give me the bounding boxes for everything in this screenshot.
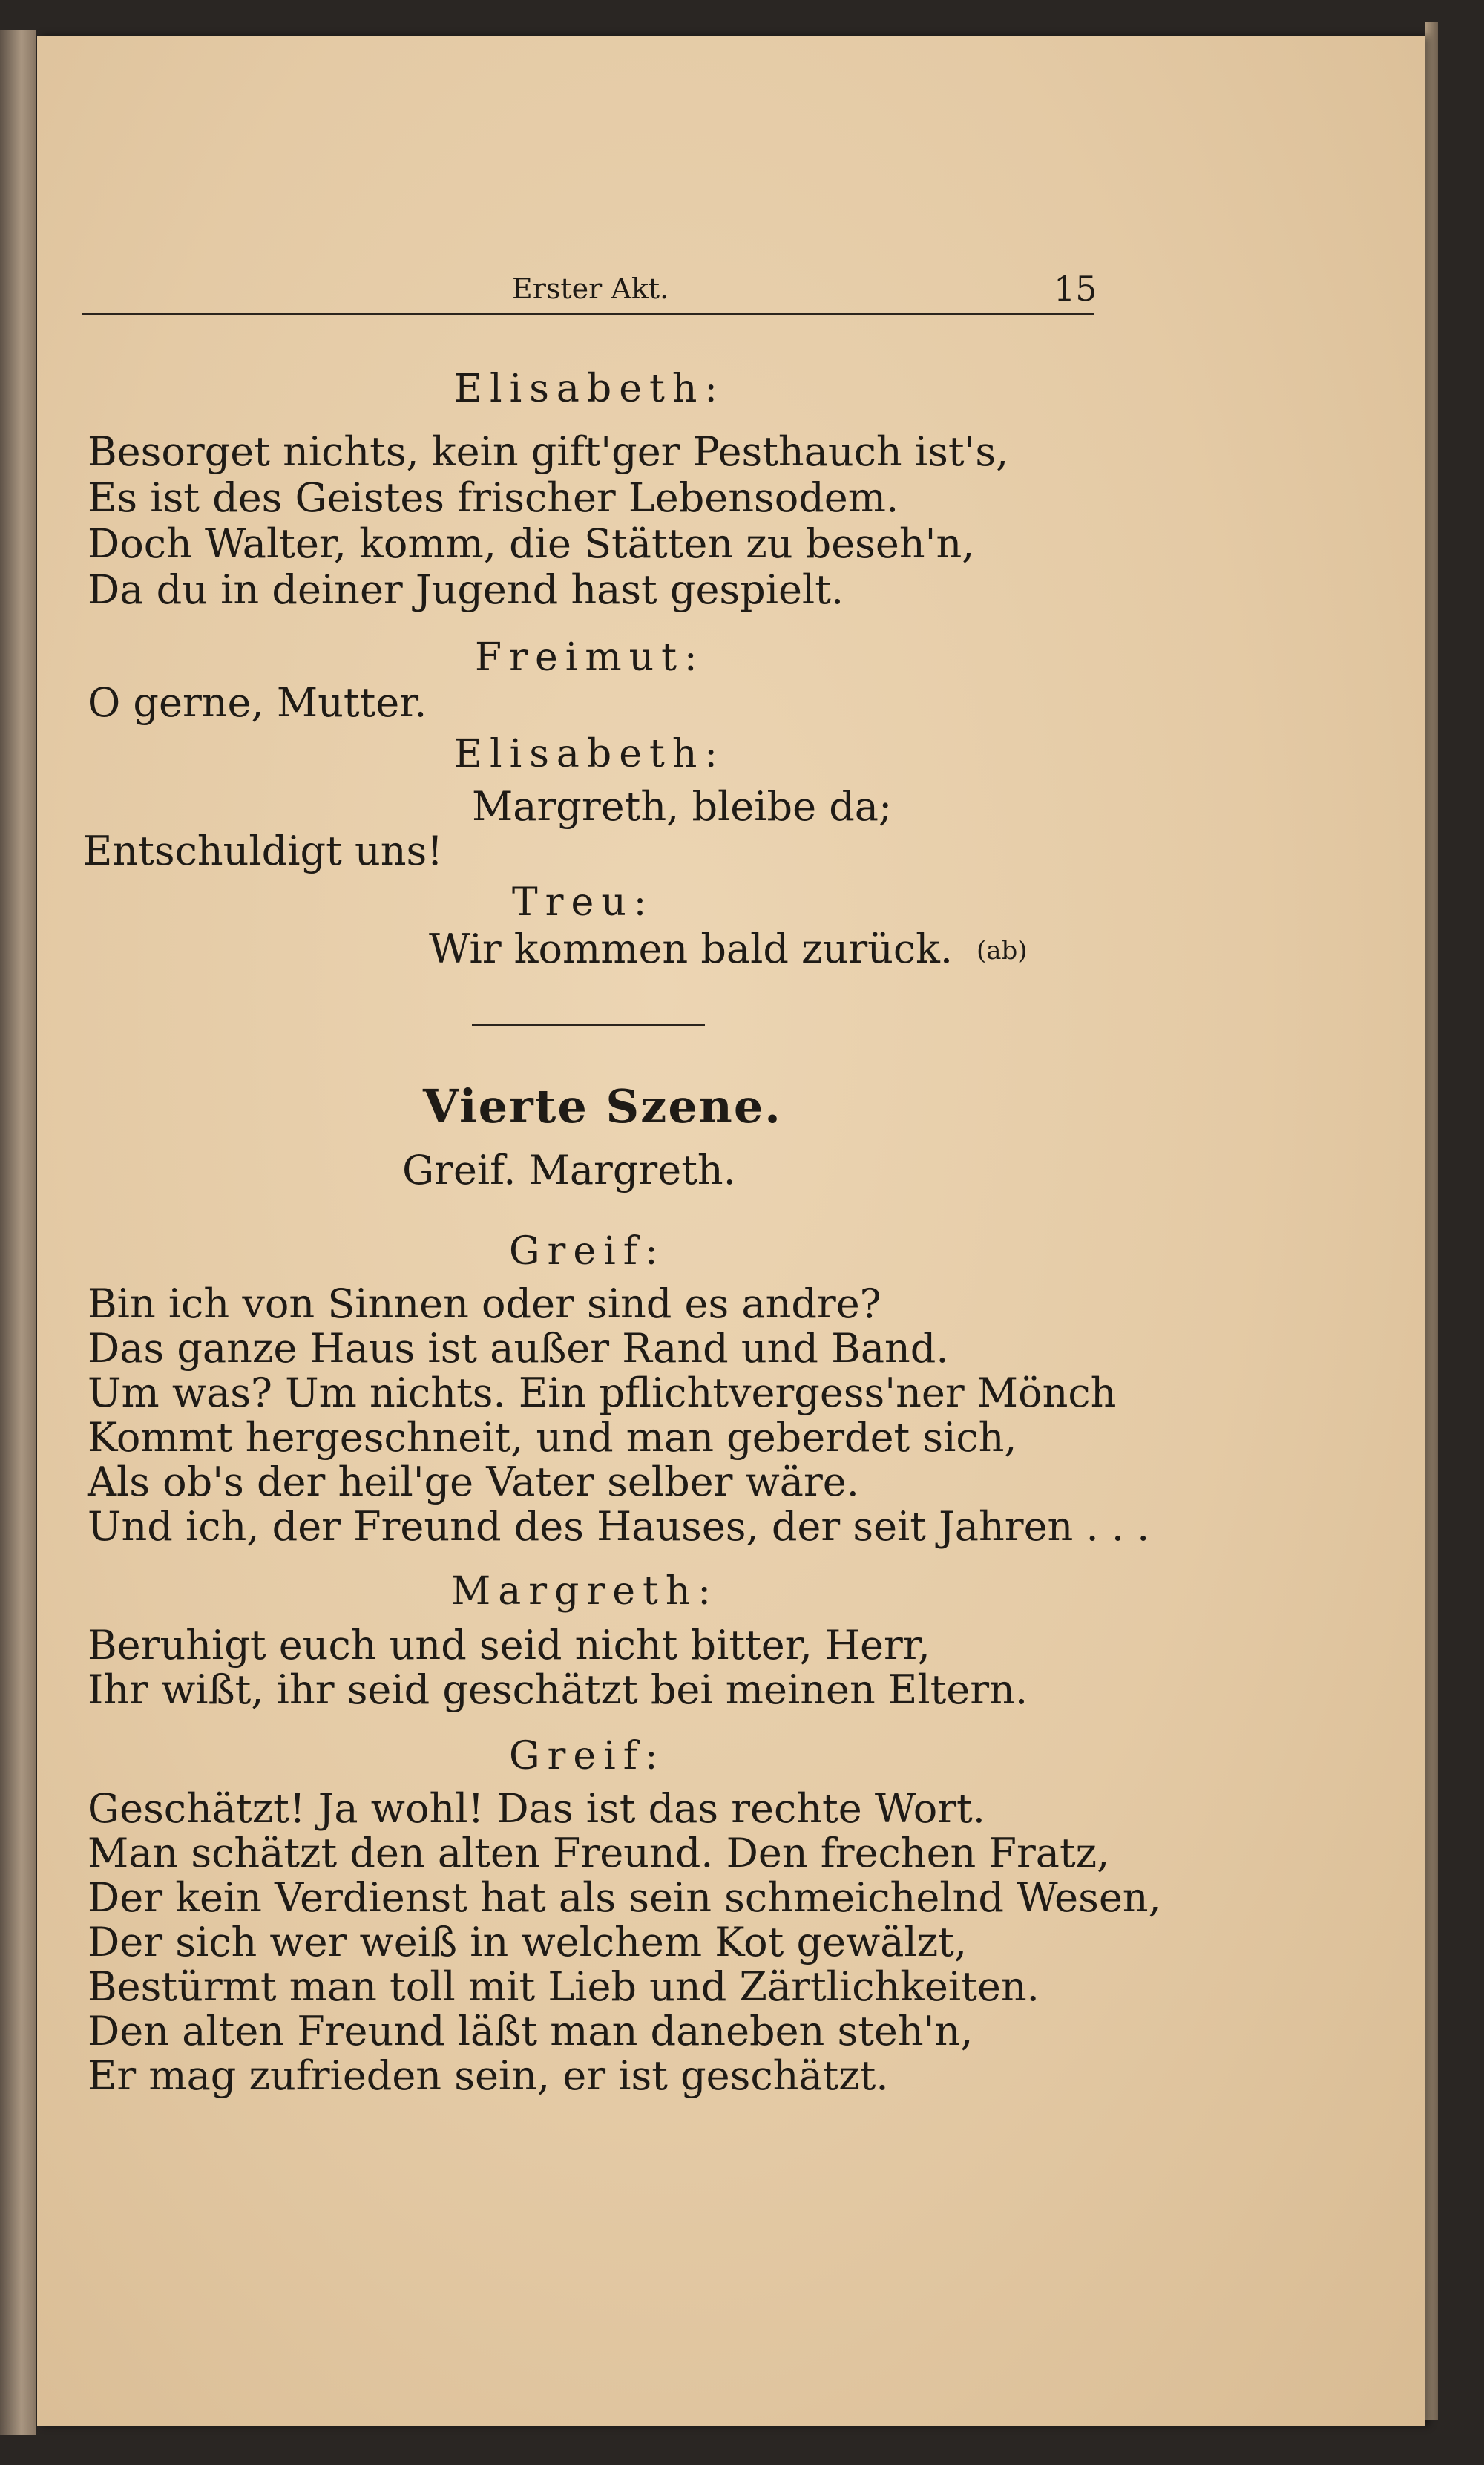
speaker-greif: Greif:: [509, 1734, 666, 1778]
verse-line: Als ob's der heil'ge Vater selber wäre.: [88, 1459, 859, 1505]
scene-title: Vierte Szene.: [423, 1079, 782, 1133]
verse-line: Er mag zufrieden sein, er ist geschätzt.: [88, 2052, 889, 2099]
verse-line: Es ist des Geistes frischer Lebensodem.: [88, 474, 899, 521]
verse-line: Margreth, bleibe da;: [472, 783, 893, 830]
speaker-freimut: Freimut:: [475, 635, 705, 680]
verse-line: Man schätzt den alten Freund. Den frechen Fratz,: [88, 1830, 1110, 1876]
verse-line: Doch Walter, komm, die Stätten zu beseh'n,: [88, 520, 975, 567]
stage-direction: (ab): [976, 936, 1028, 966]
page-stack-edge: [1425, 22, 1438, 2420]
verse-line: Der kein Verdienst hat als sein schmeichelnd Wesen,: [88, 1874, 1161, 1921]
verse-line: Da du in deiner Jugend hast gespielt.: [88, 566, 844, 613]
speaker-greif: Greif:: [509, 1229, 666, 1274]
scene-characters: Greif. Margreth.: [402, 1147, 736, 1194]
previous-page-edge: [0, 30, 36, 2435]
speaker-treu: Treu:: [512, 880, 654, 925]
verse-line: Das ganze Haus ist außer Rand und Band.: [88, 1325, 949, 1372]
scene-divider: [472, 1024, 705, 1026]
verse-line: Den alten Freund läßt man daneben steh'n,: [88, 2008, 974, 2055]
speaker-margreth: Margreth:: [451, 1569, 718, 1614]
verse-line: Beruhigt euch und seid nicht bitter, Herr,: [88, 1622, 930, 1669]
verse-line: Und ich, der Freund des Hauses, der seit Jahren . . .: [88, 1503, 1150, 1550]
verse-line: Um was? Um nichts. Ein pflichtvergess'ner Mönch: [88, 1369, 1117, 1416]
verse-line: Besorget nichts, kein gift'ger Pesthauch ist's,: [88, 428, 1009, 475]
verse-line: Der sich wer weiß in welchem Kot gewälzt,: [88, 1919, 968, 1965]
speaker-elisabeth: Elisabeth:: [454, 732, 725, 776]
verse-line: Entschuldigt uns!: [83, 828, 443, 874]
verse-line: Ihr wißt, ihr seid geschätzt bei meinen Eltern.: [88, 1666, 1028, 1713]
verse-line: Bestürmt man toll mit Lieb und Zärtlichkeiten.: [88, 1963, 1040, 2010]
verse-line: Geschätzt! Ja wohl! Das ist das rechte Wort.: [88, 1785, 985, 1832]
verse-line: Bin ich von Sinnen oder sind es andre?: [88, 1280, 881, 1327]
verse-line: Kommt hergeschneit, und man geberdet sich,: [88, 1414, 1017, 1461]
speaker-elisabeth: Elisabeth:: [454, 367, 725, 411]
verse-line: O gerne, Mutter.: [88, 679, 427, 726]
running-title: Erster Akt.: [512, 272, 669, 305]
page-number: 15: [1054, 269, 1097, 309]
verse-line: Wir kommen bald zurück.: [429, 926, 953, 972]
header-rule: [82, 313, 1094, 315]
